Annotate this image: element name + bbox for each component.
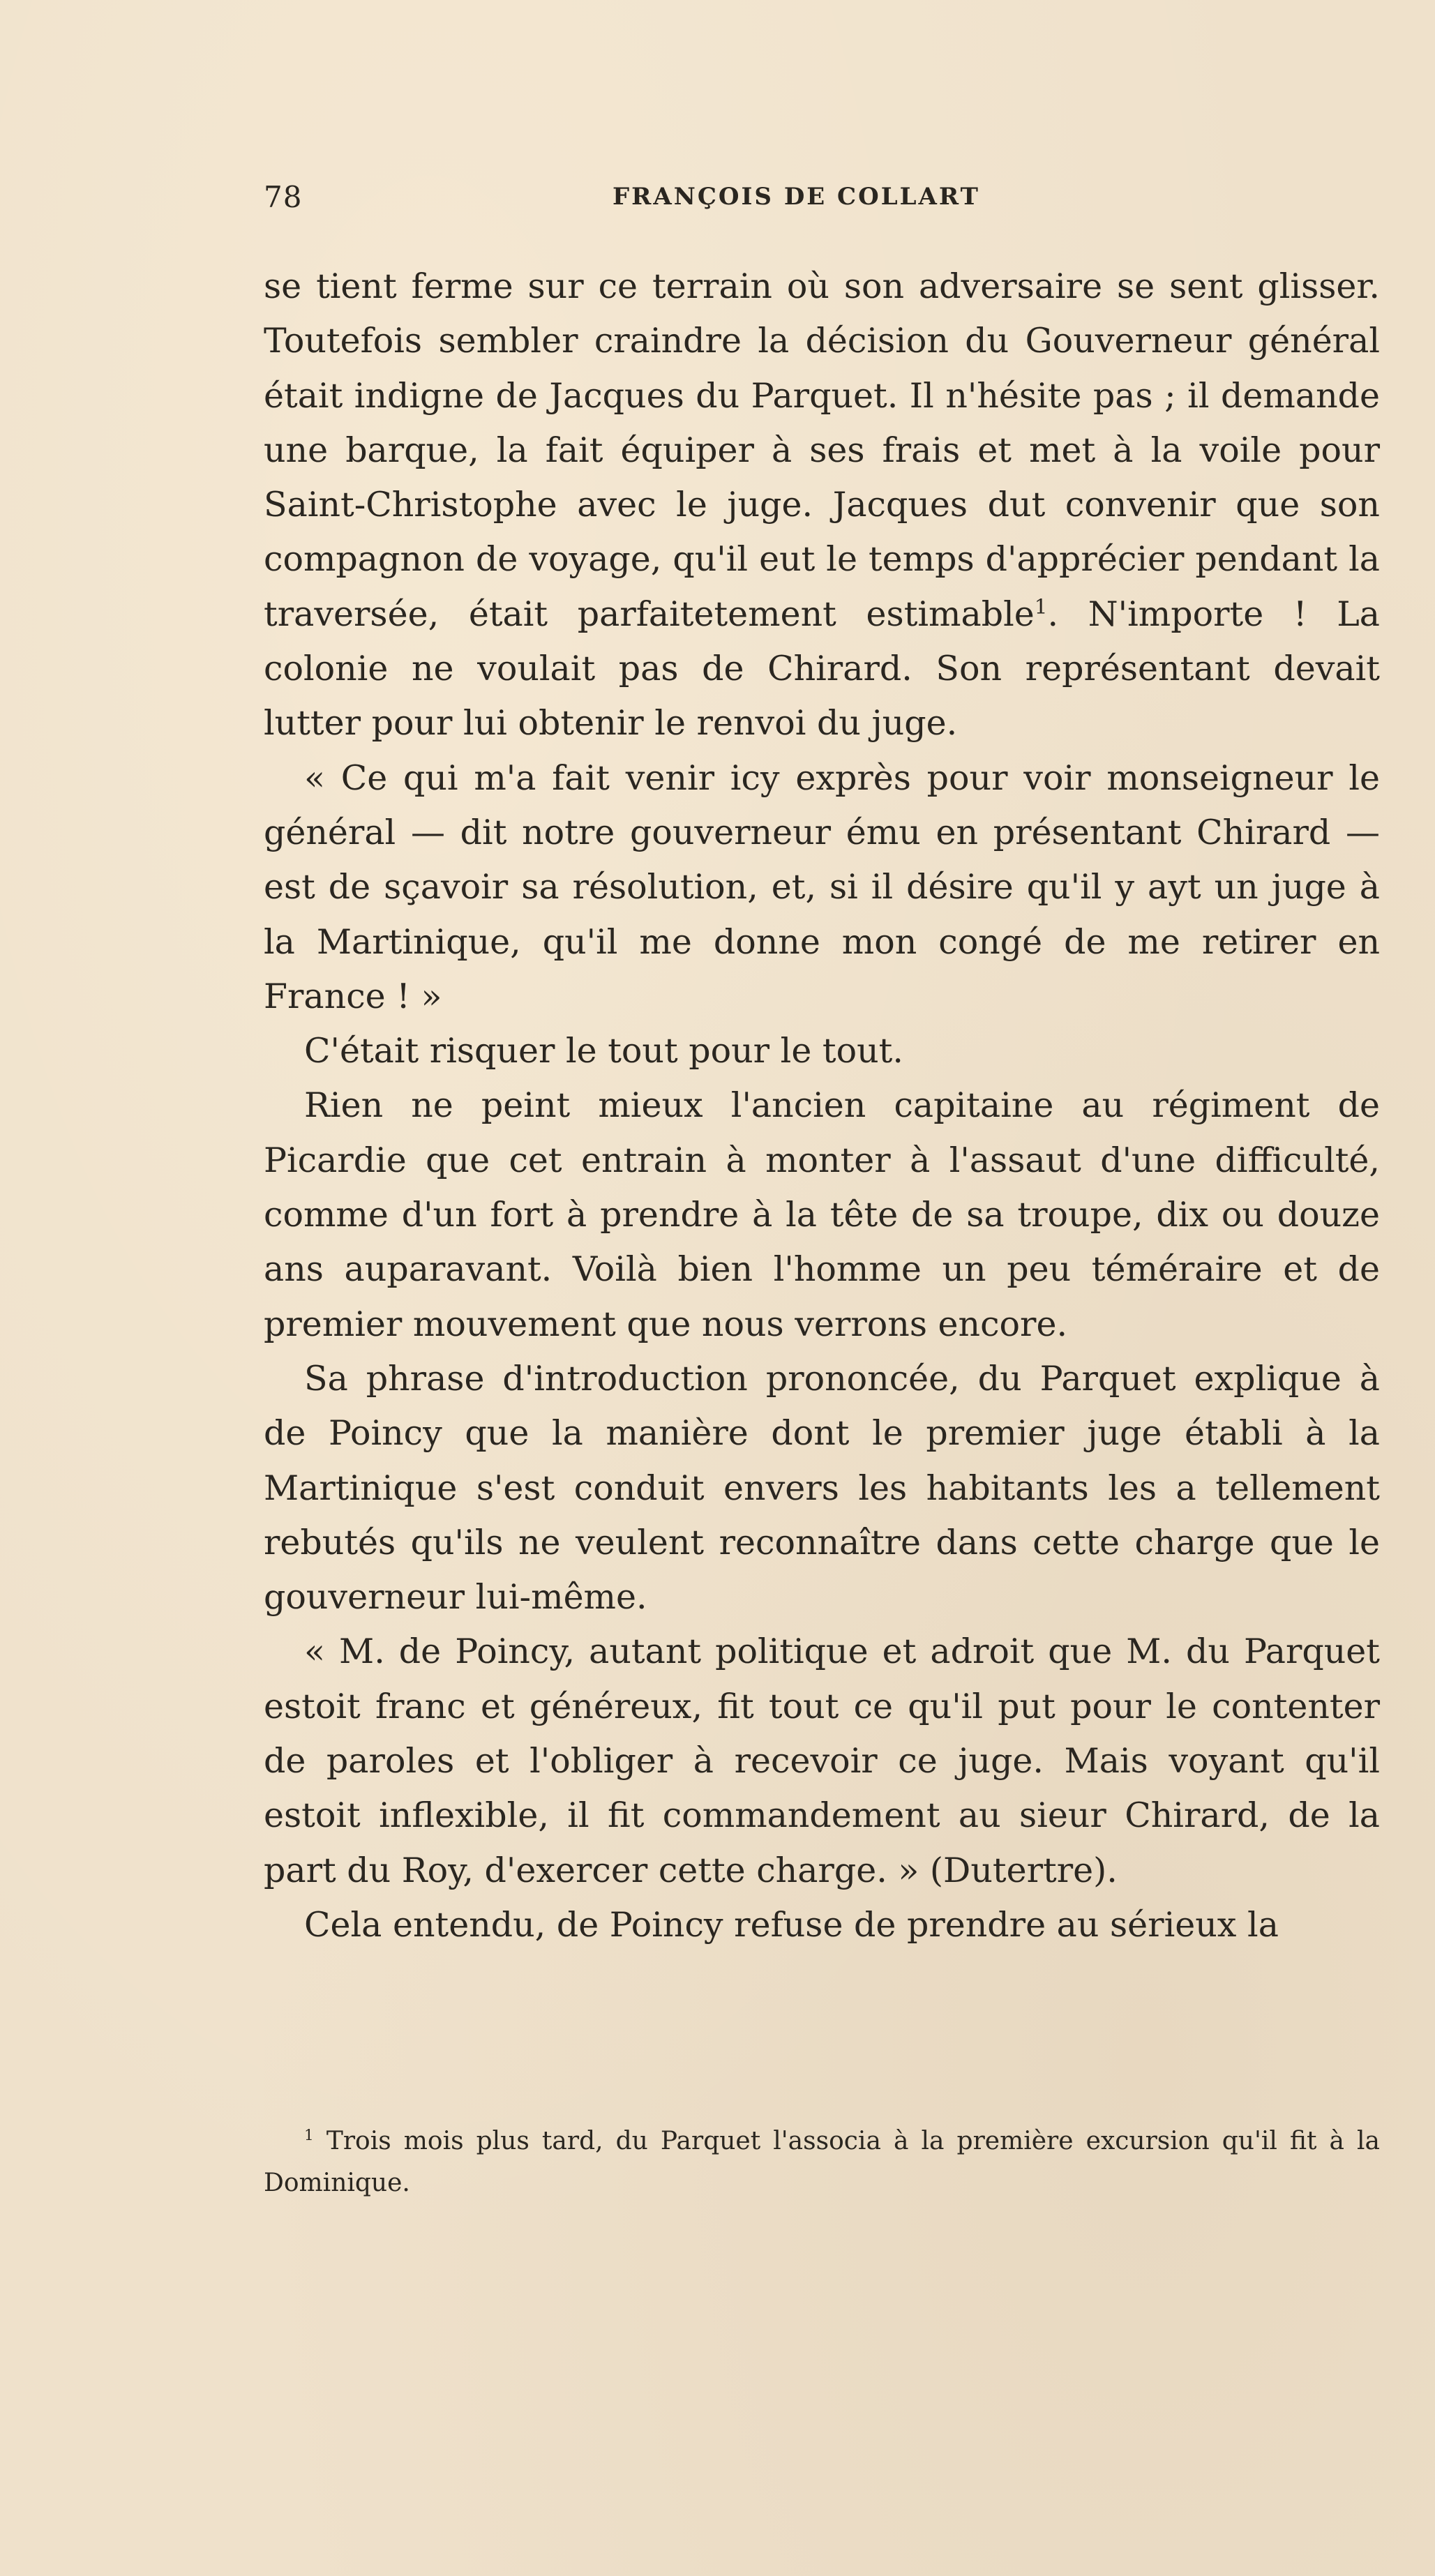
paragraph-5: Sa phrase d'introduction prononcée, du Parquet explique à de Poincy que la manière dont le premier juge établi à la Martinique s'est conduit envers les habitants les a tellement rebutés qu'ils ne veulent reconnaître dans cette charge que le gouverneur lui-même.	[264, 1358, 1380, 1618]
running-head: FRANÇOIS DE COLLART	[613, 183, 980, 211]
page-number: 78	[264, 180, 303, 214]
page-header	[264, 180, 1003, 222]
footnote	[264, 2121, 1380, 2204]
paragraph-7: Cela entendu, de Poincy refuse de prendre au sérieux la	[304, 1904, 1279, 1945]
paragraph-1-tail: . N'importe ! La colonie ne voulait pas de Chirard. Son représentant devait lutter pour lui obtenir le renvoi du juge.	[264, 594, 1380, 744]
paragraph-1	[264, 259, 1380, 751]
paragraph-4: Rien ne peint mieux l'ancien capitaine au régiment de Picardie que cet entrain à monter à l'assaut d'une difficulté, comme d'un fort à prendre à la tête de sa troupe, dix ou douze ans auparavant. Voilà bien l'homme un peu téméraire et de premier mouvement que nous verrons encore.	[264, 1085, 1380, 1344]
footnote-text: Trois mois plus tard, du Parquet l'associa à la première excursion qu'il fit à la Dominique.	[264, 2127, 1380, 2197]
paragraph-3: C'était risquer le tout pour le tout.	[304, 1031, 903, 1071]
body-text	[264, 259, 1380, 1952]
paragraph-1-text: se tient ferme sur ce terrain où son adversaire se sent glisser. Toutefois sembler craindre la décision du Gouverneur général était indigne de Jacques du Parquet. Il n'hésite pas ; il demande une barque, la fait équiper à ses frais et met à la voile pour Saint-Christophe avec le juge. Jacques dut convenir que son compagnon de voyage, qu'il eut le temps d'apprécier pendant la traversée, était parfaitetement estimable	[264, 266, 1380, 634]
paragraph-2: « Ce qui m'a fait venir icy exprès pour voir monseigneur le général — dit notre gouverneur ému en présentant Chirard — est de sçavoir sa résolution, et, si il désire qu'il y ayt un juge à la Martinique, qu'il me donne mon congé de me retirer en France ! »	[264, 758, 1380, 1016]
footnote-marker: 1	[304, 2127, 314, 2144]
footnote-ref: 1	[1034, 594, 1048, 619]
paragraph-6: « M. de Poincy, autant politique et adroit que M. du Parquet estoit franc et généreux, fit tout ce qu'il put pour le contenter de paroles et l'obliger à recevoir ce juge. Mais voyant qu'il estoit inflexible, il fit commandement au sieur Chirard, de la part du Roy, d'exercer cette charge. » (Dutertre).	[264, 1632, 1380, 1890]
